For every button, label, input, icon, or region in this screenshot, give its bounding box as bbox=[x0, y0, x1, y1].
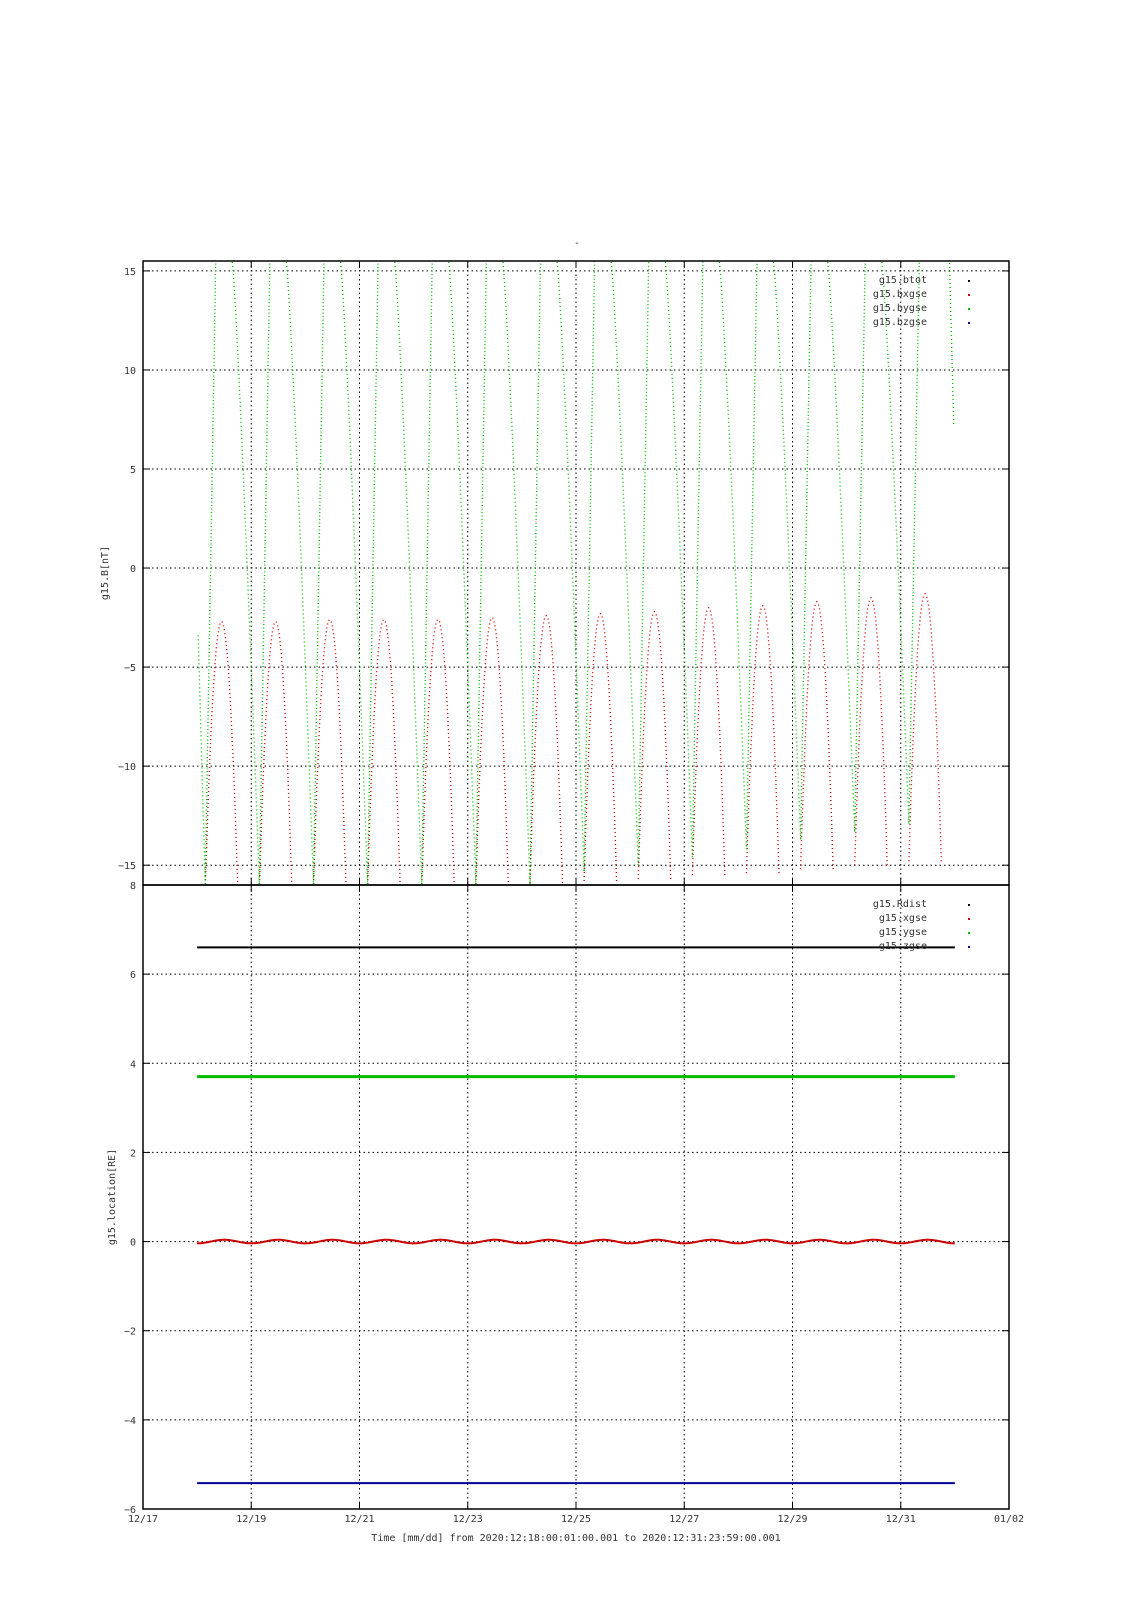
legend-label: g15.bygse bbox=[872, 303, 927, 314]
y-tick-label: 5 bbox=[129, 465, 136, 476]
top-panel bbox=[100, 261, 1009, 885]
bottom-panel-y-axis-label: g15.location[RE] bbox=[107, 1148, 118, 1246]
bygse-rising-branch bbox=[692, 262, 703, 857]
chart-title: - bbox=[573, 238, 581, 249]
legend-label: g15.bxgse bbox=[872, 289, 927, 300]
bottom-panel-y-ticks bbox=[124, 881, 1009, 1516]
bygse-descending-branch bbox=[774, 262, 801, 839]
bygse-descending-branch bbox=[341, 262, 368, 884]
bygse-descending-branch bbox=[719, 262, 746, 849]
y-tick-label: −10 bbox=[117, 762, 136, 774]
bygse-descending-branch bbox=[611, 262, 638, 865]
y-tick-label: −2 bbox=[123, 1326, 136, 1338]
bygse-descending-branch bbox=[286, 262, 313, 884]
x-tick-label: 12/19 bbox=[236, 1514, 267, 1525]
bygse-descending-branch bbox=[882, 262, 909, 824]
legend-marker bbox=[968, 904, 970, 906]
x-axis-label: Time [mm/dd] from 2020:12:18:00:01:00.001 to 2020:12:31:23:59:00.001 bbox=[371, 1533, 781, 1544]
y-tick-label: 4 bbox=[129, 1059, 136, 1071]
y-tick-label: −4 bbox=[123, 1415, 136, 1427]
legend-label: g15.btot bbox=[878, 275, 927, 286]
y-tick-label: 8 bbox=[129, 881, 136, 892]
x-tick-label: 12/17 bbox=[127, 1514, 159, 1525]
bxgse-daily-arc bbox=[205, 622, 238, 885]
legend-marker bbox=[968, 918, 970, 920]
bottom-panel-grid bbox=[143, 885, 1009, 1509]
y-tick-label: 0 bbox=[129, 1237, 136, 1249]
bygse-descending-branch bbox=[503, 262, 530, 884]
bxgse-daily-arc bbox=[530, 616, 563, 883]
bygse-rising-branch bbox=[259, 262, 270, 884]
bxgse-daily-arc bbox=[368, 620, 401, 884]
legend-label: g15.zgse bbox=[878, 941, 927, 952]
legend-marker bbox=[968, 308, 970, 310]
top-panel-legend bbox=[873, 275, 970, 328]
bygse-descending-branch bbox=[232, 262, 259, 884]
y-tick-label: 2 bbox=[129, 1148, 136, 1160]
legend-marker bbox=[968, 932, 970, 934]
x-tick-label: 12/23 bbox=[452, 1514, 483, 1525]
bxgse-daily-arc bbox=[692, 608, 724, 875]
bottom-panel bbox=[107, 881, 1009, 1516]
legend-marker bbox=[968, 294, 970, 296]
x-tick-label: 12/27 bbox=[669, 1514, 700, 1525]
bygse-rising-branch bbox=[530, 262, 541, 884]
bygse-descending-branch bbox=[449, 262, 476, 884]
legend-label: g15.Rdist bbox=[872, 899, 927, 910]
bygse-rising-branch bbox=[314, 262, 325, 884]
bygse-rising-branch bbox=[205, 262, 216, 884]
bygse-descending-branch bbox=[665, 262, 692, 857]
legend-label: g15.bzgse bbox=[872, 317, 927, 328]
bygse-rising-branch bbox=[855, 262, 866, 832]
bxgse-daily-arc bbox=[422, 620, 455, 884]
bygse-end-tail bbox=[949, 263, 953, 425]
bygse-rising-branch bbox=[368, 262, 379, 884]
legend-label: g15.ygse bbox=[878, 927, 927, 938]
bxgse-daily-arc bbox=[747, 606, 780, 873]
bxgse-daily-arc bbox=[476, 618, 508, 884]
y-tick-label: 10 bbox=[123, 365, 136, 377]
y-tick-label: −5 bbox=[123, 663, 136, 675]
top-panel-y-ticks bbox=[118, 267, 1009, 872]
bxgse-daily-arc bbox=[801, 602, 834, 870]
x-tick-label: 12/31 bbox=[885, 1514, 916, 1525]
top-panel-grid bbox=[143, 261, 1009, 885]
x-tick-label: 12/21 bbox=[344, 1514, 375, 1525]
bxgse-daily-arc bbox=[638, 612, 671, 880]
bxgse-daily-arc bbox=[314, 620, 347, 884]
bxgse-daily-arc bbox=[909, 594, 941, 861]
bxgse-daily-arc bbox=[259, 622, 291, 885]
legend-label: g15.xgse bbox=[878, 913, 927, 924]
top-panel-y-axis-label: g15.B[nT] bbox=[100, 545, 111, 601]
legend-marker bbox=[968, 280, 970, 282]
bygse-rising-branch bbox=[801, 262, 812, 839]
bygse-descending-branch bbox=[198, 635, 205, 884]
x-tick-label: 01/02 bbox=[993, 1514, 1025, 1525]
bxgse-daily-arc bbox=[584, 614, 617, 881]
bygse-rising-branch bbox=[476, 262, 487, 884]
y-tick-label: −15 bbox=[117, 861, 136, 873]
bottom-panel-legend bbox=[873, 899, 970, 952]
legend-marker bbox=[968, 946, 970, 948]
y-tick-label: 0 bbox=[129, 564, 136, 576]
bygse-rising-branch bbox=[747, 262, 758, 849]
y-tick-label: −6 bbox=[123, 1505, 136, 1516]
bygse-descending-branch bbox=[828, 262, 855, 832]
legend-marker bbox=[968, 322, 970, 324]
bygse-rising-branch bbox=[638, 262, 649, 865]
y-tick-label: 15 bbox=[123, 266, 136, 278]
x-tick-label: 12/25 bbox=[560, 1514, 592, 1525]
bygse-descending-branch bbox=[557, 262, 584, 871]
x-tick-label: 12/29 bbox=[777, 1514, 808, 1525]
bygse-rising-branch bbox=[909, 262, 920, 824]
bygse-descending-branch bbox=[395, 262, 422, 884]
bygse-rising-branch bbox=[422, 262, 433, 884]
bygse-rising-branch bbox=[584, 262, 595, 871]
y-tick-label: 6 bbox=[129, 970, 136, 982]
bxgse-daily-arc bbox=[855, 598, 888, 865]
